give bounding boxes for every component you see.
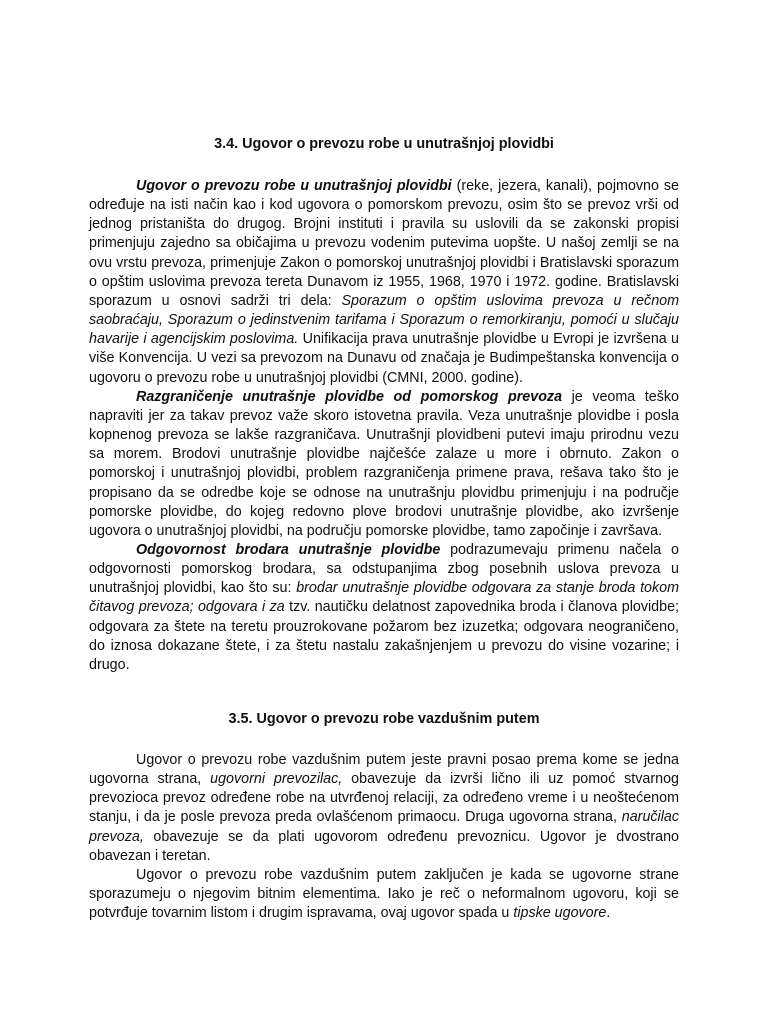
emphasis-text: tipske ugovore (513, 905, 607, 922)
paragraph-text: (reke, jezera, kanali), pojmovno se određuje na isti način kao i kod ugovora o pomorskom prevozu, osim što se prevoz vrši od jednog pristaništa do drugog. Brojni instituti i pravila su uslovili da se zakonski propisi primenjuju zajedno sa običajima u prevozu vodenim putevima uopšte. U našoj zemlji se na ovu vrstu prevoza, primenjuje Zakon o pomorskoj unutrašnjoj plovidbi i Bratislavski sporazum o opštim uslovima prevoza tereta Dunavom iz 1955, 1968, 1970 i 1972. godine. Bratislavski sporazum u osnovi sadrži tri dela: (89, 178, 679, 309)
term-delimitation: Razgraničenje unutrašnje plovidbe od pomorskog prevoza (136, 388, 563, 405)
section-3-4-title: 3.4. Ugovor o prevozu robe u unutrašnjoj plovidbi (214, 136, 554, 152)
term-contract-inland-navigation: Ugovor o prevozu robe u unutrašnjoj plovidbi (136, 178, 452, 194)
paragraph-text: tzv. nautičku delatnost zapovednika broda i članova plovidbe; odgovara za štete na teretu prouzrokovane požarom bez izuzetka; odgovara neograničeno, do iznosa dokazane štete, i za štetu nastalu zakašnjenjem u prevozu do visine vozarine; i drugo. (89, 599, 679, 673)
emphasis-text: naručilac prevoza, (89, 809, 679, 845)
paragraph-carrier-liability (89, 541, 679, 675)
paragraph-text: je veoma teško napraviti jer za takav prevoz važe skoro istovetna pravila. Veza unutrašnje plovidbe i posla kopnenog prevoza se lakše razgraničava. Unutrašnji plovidbeni putevi imaju prirodnu vezu sa morem. Brodovi unutrašnje plovidbe najčešće zalaze u more i obrnuto. Zakon o pomorskoj i unutrašnjoj plovidbi, problem razgraničenja primene prava, rešava tako što je propisano da se odredbe koje se odnose na unutrašnju plovidbu primenjuju i na područje pomorske plovidbe, do kojeg redovno plove brodovi unutrašnje plovidbe, ako izvršenje ugovora o unutrašnjoj plovidbi, na području pomorske plovidbe, tamo započinje i završava. (89, 388, 679, 539)
paragraph-text: Ugovor o prevozu robe vazdušnim putem zaključen je kada se ugovorne strane sporazumeju o njegovim bitnim elementima. Iako je reč o neformalnom ugovoru, koji se potvrđuje tovarnim listom i drugim ispravama, ovaj ugovor spada u (89, 866, 679, 922)
paragraph-text: Ugovor o prevozu robe vazdušnim putem jeste pravni posao prema kome se jedna ugovorna strana, (89, 752, 679, 788)
emphasis-text: brodar unutrašnje plovidbe odgovara za stanje broda tokom čitavog prevoza; odgovara i za (89, 580, 679, 616)
section-3-4-body (89, 177, 679, 675)
term-carrier-liability: Odgovornost brodara unutrašnje plovidbe (136, 541, 441, 558)
paragraph-air-transport-contract (89, 751, 679, 866)
section-3-5-title: 3.5. Ugovor o prevozu robe vazdušnim putem (228, 711, 540, 727)
emphasis-text: ugovorni prevozilac, (210, 771, 343, 788)
paragraph-contract-conclusion (89, 866, 679, 923)
paragraph-inland-navigation-contract (89, 177, 679, 388)
emphasis-text: Sporazum o opštim uslovima prevoza u rečnom saobraćaju, Sporazum o jedinstvenim tarifama i Sporazum o remorkiranju, pomoći u slučaju havarije i agencijskim poslovima. (89, 292, 680, 348)
paragraph-text: obavezuje se da plati ugovorom određenu prevoznicu. Ugovor je dvostrano obavezan i teretan. (89, 828, 679, 864)
section-3-5-body (89, 751, 679, 923)
paragraph-text: podrazumevaju primenu načela o odgovornosti pomorskog brodara, sa odstupanjima zbog posebnih uslova prevoza u unutrašnjoj plovidbi, kao što su: (89, 541, 680, 597)
paragraph-delimitation (89, 388, 679, 541)
paragraph-text: obavezuje da izvrši lično ili uz pomoć stvarnog prevozioca prevoz određene robe na utvrđenoj relaciji, za određeno vreme i u neoštećenom stanju, i da je posle prevoza preda ovlašćenom primaocu. Druga ugovorna strana, (89, 771, 679, 826)
paragraph-text: Unifikacija prava unutrašnje plovidbe u Evropi je izvršena u više Konvencija. U vezi sa prevozom na Dunavu od značaja je Budimpeštanska konvencija o ugovoru o prevozu robe u unutrašnjoj plovidbi (CMNI, 2000. godine). (89, 331, 680, 386)
paragraph-text: . (606, 905, 611, 922)
